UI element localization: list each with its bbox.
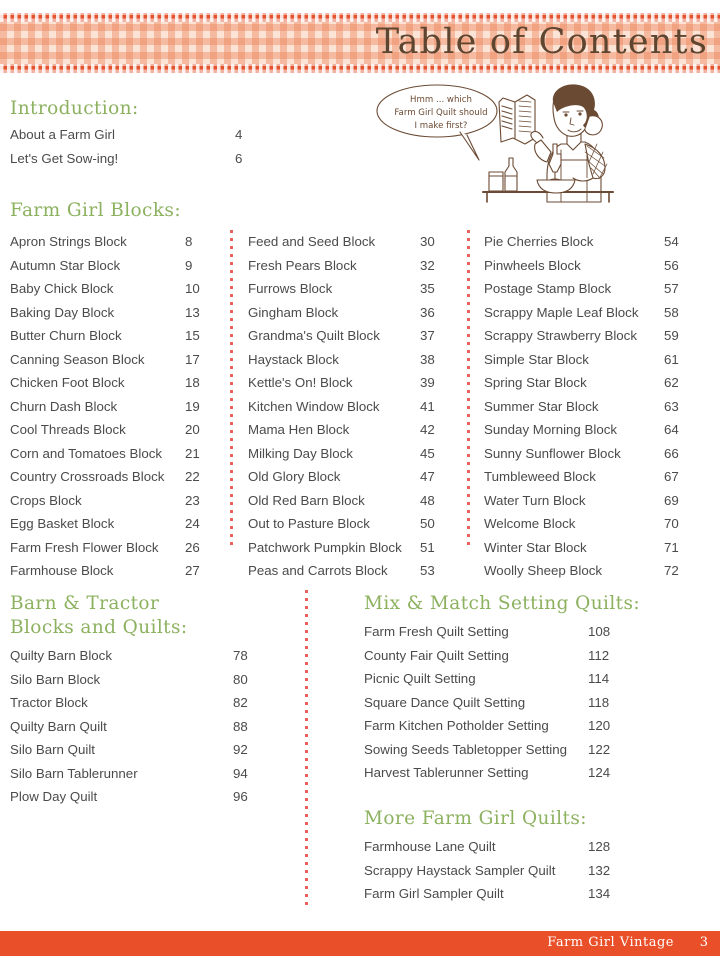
toc-entry[interactable]	[248, 442, 458, 466]
farm-girl-blocks-column-1	[10, 230, 220, 583]
toc-entry-title: Scrappy Strawberry Block	[484, 328, 637, 343]
toc-entry[interactable]	[484, 371, 709, 395]
section-heading-barn-tractor-line2: Blocks and Quilts:	[10, 617, 188, 638]
toc-entry-page-number: 37	[420, 328, 435, 343]
more-quilts-entry-list	[364, 835, 654, 906]
toc-entry-page-number: 36	[420, 304, 435, 320]
toc-entry[interactable]	[10, 512, 220, 536]
toc-entry[interactable]	[10, 536, 220, 560]
toc-entry-title: Feed and Seed Block	[248, 234, 376, 249]
toc-entry-page-number: 57	[664, 281, 679, 296]
toc-entry-title: Scrappy Haystack Sampler Quilt	[364, 862, 556, 878]
toc-entry-title: Haystack Block	[248, 351, 339, 367]
toc-entry[interactable]	[248, 371, 458, 395]
toc-entry[interactable]	[364, 882, 654, 906]
toc-entry-page-number: 82	[233, 695, 248, 710]
toc-entry[interactable]	[484, 489, 709, 513]
toc-entry-page-number: 42	[420, 422, 435, 437]
toc-entry-title: Milking Day Block	[248, 445, 353, 461]
toc-entry-page-number: 4	[235, 127, 243, 142]
toc-entry-page-number: 134	[588, 886, 611, 901]
toc-entry-title: Farm Girl Sampler Quilt	[364, 886, 504, 901]
toc-entry[interactable]	[484, 348, 709, 372]
toc-entry[interactable]	[10, 715, 270, 739]
toc-entry-title: Pie Cherries Block	[484, 234, 594, 249]
toc-entry[interactable]	[10, 559, 220, 583]
toc-entry-title: Let's Get Sow-ing!	[10, 150, 119, 166]
toc-entry[interactable]	[364, 714, 654, 738]
toc-entry[interactable]	[10, 762, 270, 786]
toc-entry[interactable]	[364, 761, 654, 785]
toc-entry-page-number: 64	[664, 422, 679, 437]
toc-entry-title: Summer Star Block	[484, 398, 599, 414]
toc-entry-page-number: 54	[664, 234, 679, 249]
toc-entry[interactable]	[248, 324, 458, 348]
toc-entry-title: Picnic Quilt Setting	[364, 671, 476, 686]
toc-entry[interactable]	[248, 301, 458, 325]
toc-entry[interactable]	[248, 395, 458, 419]
toc-entry-title: Mama Hen Block	[248, 422, 350, 437]
toc-entry-title: Quilty Barn Quilt	[10, 718, 107, 734]
toc-entry-title: Out to Pasture Block	[248, 516, 370, 531]
toc-entry-page-number: 45	[420, 445, 435, 461]
toc-entry[interactable]	[10, 442, 220, 466]
toc-entry-title: Cool Threads Block	[10, 422, 126, 437]
toc-entry-page-number: 94	[233, 765, 248, 781]
toc-entry-page-number: 13	[185, 304, 200, 320]
toc-entry[interactable]	[10, 738, 270, 762]
toc-entry[interactable]	[484, 536, 709, 560]
toc-entry-title: Silo Barn Tablerunner	[10, 765, 138, 781]
page-title: Table of Contents	[375, 22, 708, 62]
toc-entry-page-number: 38	[420, 351, 435, 367]
toc-entry[interactable]	[10, 668, 270, 692]
toc-entry-page-number: 118	[588, 694, 610, 710]
toc-entry-page-number: 30	[420, 234, 435, 249]
toc-entry[interactable]	[248, 512, 458, 536]
toc-entry-title: Old Glory Block	[248, 469, 341, 484]
toc-entry-title: Sunday Morning Block	[484, 422, 618, 437]
toc-entry[interactable]	[248, 465, 458, 489]
toc-entry-title: Peas and Carrots Block	[248, 563, 388, 578]
toc-entry[interactable]	[248, 230, 458, 254]
toc-entry[interactable]	[484, 301, 709, 325]
toc-entry-page-number: 47	[420, 469, 435, 484]
toc-entry[interactable]	[484, 418, 709, 442]
toc-entry-title: Farm Fresh Quilt Setting	[364, 624, 509, 639]
toc-entry[interactable]	[10, 301, 220, 325]
toc-entry-title: Autumn Star Block	[10, 257, 121, 273]
toc-entry[interactable]	[364, 835, 654, 859]
toc-entry[interactable]	[10, 277, 220, 301]
toc-entry-page-number: 120	[588, 718, 611, 733]
speech-line-3: I make first?	[414, 121, 468, 131]
column-divider-1	[230, 230, 233, 550]
toc-entry[interactable]	[248, 418, 458, 442]
toc-entry-page-number: 80	[233, 671, 248, 687]
toc-entry[interactable]	[484, 559, 709, 583]
section-heading-farm-girl-blocks: Farm Girl Blocks:	[10, 200, 181, 221]
toc-entry-page-number: 69	[664, 492, 679, 508]
toc-entry[interactable]	[484, 230, 709, 254]
introduction-entry-list	[10, 123, 260, 170]
toc-entry-title: County Fair Quilt Setting	[364, 647, 509, 663]
toc-entry-title: Woolly Sheep Block	[484, 563, 603, 578]
toc-entry-page-number: 18	[185, 375, 200, 390]
toc-entry-title: Farmhouse Block	[10, 563, 114, 578]
toc-entry-page-number: 56	[664, 257, 679, 273]
toc-entry-title: Old Red Barn Block	[248, 492, 365, 508]
toc-entry-page-number: 92	[233, 742, 248, 757]
toc-entry-page-number: 6	[235, 150, 243, 166]
toc-entry-title: Scrappy Maple Leaf Block	[484, 304, 639, 320]
toc-entry-title: About a Farm Girl	[10, 127, 115, 142]
toc-entry-page-number: 58	[664, 304, 679, 320]
toc-entry-title: Canning Season Block	[10, 351, 145, 367]
toc-entry-title: Spring Star Block	[484, 375, 587, 390]
toc-entry-page-number: 124	[588, 765, 611, 780]
toc-entry-page-number: 59	[664, 328, 679, 343]
farm-girl-blocks-column-3	[484, 230, 709, 583]
toc-entry-page-number: 112	[588, 647, 610, 663]
toc-entry-page-number: 51	[420, 539, 435, 555]
toc-entry[interactable]	[10, 644, 270, 668]
toc-entry-title: Pinwheels Block	[484, 257, 581, 273]
toc-entry-title: Sunny Sunflower Block	[484, 445, 621, 461]
toc-entry[interactable]	[10, 785, 270, 809]
toc-entry-page-number: 78	[233, 648, 248, 663]
toc-entry-title: Farmhouse Lane Quilt	[364, 839, 496, 854]
toc-entry-title: Churn Dash Block	[10, 398, 118, 414]
toc-entry[interactable]	[10, 147, 260, 171]
toc-entry[interactable]	[364, 691, 654, 715]
toc-entry-page-number: 62	[664, 375, 679, 390]
toc-entry[interactable]	[484, 465, 709, 489]
toc-entry-title: Water Turn Block	[484, 492, 586, 508]
toc-entry[interactable]	[10, 418, 220, 442]
toc-entry[interactable]	[484, 254, 709, 278]
section-heading-barn-tractor-line1: Barn & Tractor	[10, 593, 160, 614]
toc-entry-page-number: 19	[185, 398, 200, 414]
column-divider-3	[305, 590, 308, 908]
toc-entry-title: Farm Kitchen Potholder Setting	[364, 718, 549, 733]
toc-entry-page-number: 26	[185, 539, 200, 555]
toc-entry[interactable]	[248, 559, 458, 583]
toc-entry-page-number: 15	[185, 328, 200, 343]
toc-entry-page-number: 96	[233, 789, 248, 804]
footer-page-number: 3	[699, 935, 708, 950]
toc-entry-page-number: 88	[233, 718, 248, 734]
toc-entry-page-number: 66	[664, 445, 679, 461]
barn-tractor-entry-list	[10, 644, 270, 809]
toc-entry[interactable]	[248, 254, 458, 278]
toc-entry-title: Tractor Block	[10, 695, 88, 710]
speech-line-2: Farm Girl Quilt should	[394, 108, 488, 118]
toc-entry-title: Farm Fresh Flower Block	[10, 539, 159, 555]
speech-bubble-text	[379, 94, 503, 133]
toc-entry-title: Kitchen Window Block	[248, 398, 380, 414]
toc-entry-page-number: 67	[664, 469, 679, 484]
toc-entry[interactable]	[484, 277, 709, 301]
toc-entry-page-number: 63	[664, 398, 679, 414]
toc-entry-page-number: 53	[420, 563, 435, 578]
toc-entry[interactable]	[248, 348, 458, 372]
toc-entry-page-number: 24	[185, 516, 200, 531]
toc-entry-page-number: 61	[664, 351, 679, 367]
toc-entry[interactable]	[248, 489, 458, 513]
toc-entry-page-number: 20	[185, 422, 200, 437]
toc-entry[interactable]	[364, 738, 654, 762]
footer-book-title: Farm Girl Vintage	[547, 935, 674, 950]
toc-entry-title: Postage Stamp Block	[484, 281, 612, 296]
toc-entry[interactable]	[10, 465, 220, 489]
toc-entry-title: Fresh Pears Block	[248, 257, 357, 273]
toc-entry[interactable]	[364, 859, 654, 883]
toc-entry-page-number: 132	[588, 862, 611, 878]
toc-entry[interactable]	[10, 395, 220, 419]
toc-entry-page-number: 22	[185, 469, 200, 484]
toc-entry[interactable]	[10, 254, 220, 278]
toc-entry-title: Silo Barn Block	[10, 671, 101, 687]
toc-entry[interactable]	[484, 442, 709, 466]
toc-entry-title: Chicken Foot Block	[10, 375, 125, 390]
toc-entry-page-number: 114	[588, 671, 610, 686]
toc-entry-title: Winter Star Block	[484, 539, 587, 555]
toc-entry-page-number: 122	[588, 741, 611, 757]
toc-entry-title: Quilty Barn Block	[10, 648, 112, 663]
column-divider-2	[467, 230, 470, 550]
toc-entry-page-number: 71	[664, 539, 679, 555]
toc-entry-title: Kettle's On! Block	[248, 375, 353, 390]
toc-entry-title: Gingham Block	[248, 304, 339, 320]
toc-entry[interactable]	[248, 277, 458, 301]
toc-entry-page-number: 108	[588, 624, 611, 639]
toc-entry[interactable]	[364, 644, 654, 668]
toc-entry-title: Country Crossroads Block	[10, 469, 165, 484]
toc-entry-title: Crops Block	[10, 492, 82, 508]
toc-entry[interactable]	[10, 371, 220, 395]
toc-entry-page-number: 35	[420, 281, 435, 296]
speech-line-1: Hmm ... which	[410, 95, 472, 105]
toc-entry-title: Patchwork Pumpkin Block	[248, 539, 402, 555]
toc-entry-title: Baby Chick Block	[10, 281, 114, 296]
toc-entry-title: Plow Day Quilt	[10, 789, 98, 804]
toc-entry-page-number: 72	[664, 563, 679, 578]
toc-entry-page-number: 70	[664, 516, 679, 531]
toc-entry-page-number: 27	[185, 563, 200, 578]
toc-entry-page-number: 48	[420, 492, 435, 508]
toc-entry-title: Baking Day Block	[10, 304, 115, 320]
section-heading-mix-match: Mix & Match Setting Quilts:	[364, 593, 641, 614]
toc-entry-page-number: 21	[185, 445, 200, 461]
toc-entry[interactable]	[10, 230, 220, 254]
toc-entry-title: Simple Star Block	[484, 351, 589, 367]
toc-entry-page-number: 17	[185, 351, 200, 367]
toc-entry-title: Apron Strings Block	[10, 234, 127, 249]
toc-entry-page-number: 128	[588, 839, 611, 854]
toc-entry-title: Butter Churn Block	[10, 328, 122, 343]
toc-entry[interactable]	[364, 667, 654, 691]
toc-entry-title: Grandma's Quilt Block	[248, 328, 380, 343]
toc-entry-title: Square Dance Quilt Setting	[364, 694, 526, 710]
toc-entry-page-number: 9	[185, 257, 193, 273]
toc-entry[interactable]	[248, 536, 458, 560]
toc-entry-title: Corn and Tomatoes Block	[10, 445, 163, 461]
toc-entry[interactable]	[10, 324, 220, 348]
toc-entry[interactable]	[484, 395, 709, 419]
toc-entry[interactable]	[484, 324, 709, 348]
toc-entry-page-number: 41	[420, 398, 435, 414]
toc-entry-page-number: 23	[185, 492, 200, 508]
toc-entry[interactable]	[364, 620, 654, 644]
toc-entry-title: Silo Barn Quilt	[10, 742, 95, 757]
toc-entry-page-number: 8	[185, 234, 193, 249]
toc-entry-title: Welcome Block	[484, 516, 576, 531]
toc-entry-page-number: 32	[420, 257, 435, 273]
farm-girl-blocks-column-2	[248, 230, 458, 583]
toc-entry-title: Harvest Tablerunner Setting	[364, 765, 529, 780]
section-heading-introduction: Introduction:	[10, 98, 139, 119]
toc-entry[interactable]	[10, 691, 270, 715]
toc-entry-page-number: 39	[420, 375, 435, 390]
mix-match-entry-list	[364, 620, 654, 785]
toc-entry[interactable]	[10, 489, 220, 513]
toc-entry-title: Egg Basket Block	[10, 516, 115, 531]
toc-entry-title: Furrows Block	[248, 281, 333, 296]
toc-entry-page-number: 50	[420, 516, 435, 531]
toc-entry[interactable]	[484, 512, 709, 536]
toc-entry-title: Sowing Seeds Tabletopper Setting	[364, 741, 568, 757]
section-heading-more-quilts: More Farm Girl Quilts:	[364, 808, 587, 829]
toc-entry[interactable]	[10, 348, 220, 372]
toc-entry-page-number: 10	[185, 281, 200, 296]
toc-entry-title: Tumbleweed Block	[484, 469, 596, 484]
toc-entry[interactable]	[10, 123, 260, 147]
